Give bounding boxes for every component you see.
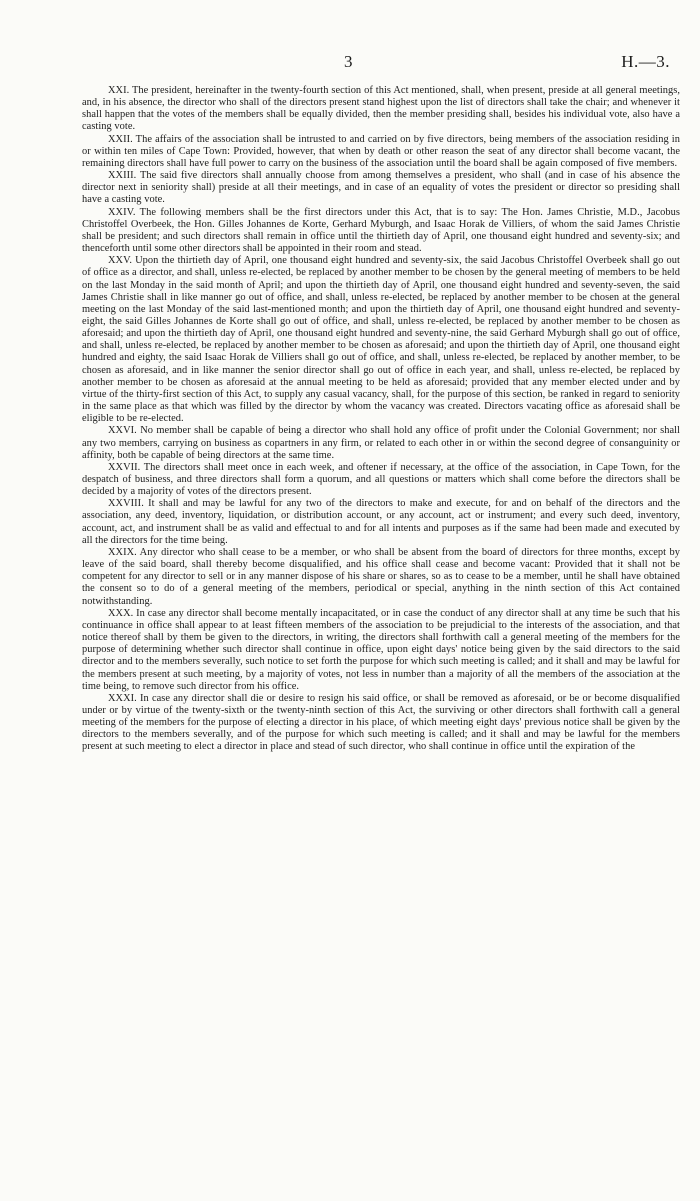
section-xxix: XXIX. Any director who shall cease to be a member, or who shall be absent from the board of directors for three months, except by leave of the said board, shall thereby become disqualified, and his office shall cease and become vacant: Provided that it shall not be competent for any director to sell or in any manner dispose of his share or shares, so as to cease to be a member, until he shall have obtained the consent so to do of a general meeting of the members, periodical or special, anything in the ninth section of this Act contained notwithstanding. [82,546,680,607]
section-xxv: XXV. Upon the thirtieth day of April, one thousand eight hundred and seventy-six, the said Jacobus Christoffel Overbeek shall go out of office as a director, and shall, unless re-elected, be replaced by another member to be chosen by the general meeting of members to be held on the last Monday in the said month of April; and upon the thirtieth day of April, one thousand eight hundred and seventy-seven, the said James Christie shall in like manner go out of office, and shall, unless re-elected, be replaced by another member to be chosen at the general meeting on the last Monday of the said last-mentioned month; and upon the thirtieth day of April, one thousand eight hundred and seventy-eight, the said Gilles Johannes de Korte shall go out of office, and shall, unless re-elected, be replaced by another member to be chosen as aforesaid; and upon the thirtieth day of April, one thousand eight hundred and seventy-nine, the said Gerhard Myburgh shall go out of office, and shall, unless re-elected, be replaced by another member to be chosen as aforesaid; and upon the thirtieth day of April, one thousand eight hundred and eighty, the said Isaac Horak de Villiers shall go out of office, and shall, unless re-elected, be replaced by another member, to be chosen as aforesaid, and in like manner the senior director shall go out of office in each year, and shall, unless re-elected, be replaced by another member to be chosen as aforesaid at the annual meeting to be held as aforesaid; provided that any member elected under and by virtue of the thirty-first section of this Act, to supply any casual vacancy, shall, for the purpose of this section, be ranked in regard to seniority in the same place as that which was filled by the director by whom the vacancy was created. Directors vacating office as aforesaid shall be eligible to be re-elected. [82,255,680,425]
section-xxx: XXX. In case any director shall become mentally incapacitated, or in case the conduct of any director shall at any time be such that his continuance in office shall appear to at least fifteen members of the association to be prejudicial to the interests of the association, and that notice thereof shall by them be given to the directors, in writing, the directors shall forthwith call a general meeting of the members for the purpose of determining whether such director shall continue in office, upon eight days' notice being given by the said directors to the said director and to the members severally, such notice to set forth the purpose for which such meeting is called; and it shall and may be lawful for the members present at such meeting, by a majority of votes, not less in number than a majority of all the members of the association at the time being, to remove such director from his office. [82,607,680,692]
section-xxvi: XXVI. No member shall be capable of being a director who shall hold any office of profit under the Colonial Government; nor shall any two members, carrying on business as copartners in any firm, or related to each other in or within the second degree of consanguinity or affinity, both be capable of being directors at the same time. [82,425,680,461]
section-xxiv: XXIV. The following members shall be the first directors under this Act, that is to say: The Hon. James Christie, M.D., Jacobus Christoffel Overbeek, the Hon. Gilles Johannes de Korte, Gerhard Myburgh, and Isaac Horak de Villiers, of whom the said James Christie shall be president; and such directors shall remain in office until the thirtieth day of April, one thousand eight hundred and seventy-six; and thenceforth until some other directors shall be appointed in their room and stead. [82,206,680,255]
page-number: 3 [344,52,353,71]
section-xxvii: XXVII. The directors shall meet once in each week, and oftener if necessary, at the office of the association, in Cape Town, for the despatch of business, and three directors shall form a quorum, and all questions or matters which shall come before the directors shall be decided by a majority of votes of the directors present. [82,461,680,498]
document-body [82,85,680,754]
section-xxii: XXII. The affairs of the association shall be intrusted to and carried on by five directors, being members of the association residing in or within ten miles of Cape Town: Provided, however, that when by death or other reason the seat of any director shall become vacant, the remaining directors shall have full power to carry on the business of the association until the board shall be again composed of five members. [82,133,680,169]
section-xxviii: XXVIII. It shall and may be lawful for any two of the directors to make and execute, for and on behalf of the directors and the association, any deed, inventory, liquidation, or distribution account, or any account, act or instrument; and every such deed, inventory, account, act, and instrument shall be as valid and effectual to and for all intents and purposes as if the same had been made and executed by all the directors for the time being. [82,498,680,546]
section-xxiii: XXIII. The said five directors shall annually choose from among themselves a president, who shall (and in case of his absence the director next in seniority shall) preside at all their meetings, and in case of an equality of votes the president or director so presiding shall have a casting vote. [82,170,680,206]
page-header [0,52,700,76]
section-xxi: XXI. The president, hereinafter in the twenty-fourth section of this Act mentioned, shall, when present, preside at all general meetings, and, in his absence, the director who shall of the directors present stand highest upon the list of directors shall take the chair; and whenever it shall happen that the votes of the members shall be equally divided, then the member presiding shall, besides his individual vote, also have a casting vote. [82,85,680,133]
section-xxxi: XXXI. In case any director shall die or desire to resign his said office, or shall be removed as aforesaid, or be or become disqualified under or by virtue of the twenty-sixth or the twenty-ninth section of this Act, the surviving or other directors shall forthwith call a general meeting of the members for the purpose of electing a director in his place, of which meeting eight days' previous notice shall be given by the directors to the members severally, and of the purpose for which such meeting is called; and it shall and may be lawful for the members present at such meeting to elect a director in place and stead of such director, who shall continue in office until the expiration of the [82,692,680,753]
document-reference: H.—3. [621,52,670,71]
